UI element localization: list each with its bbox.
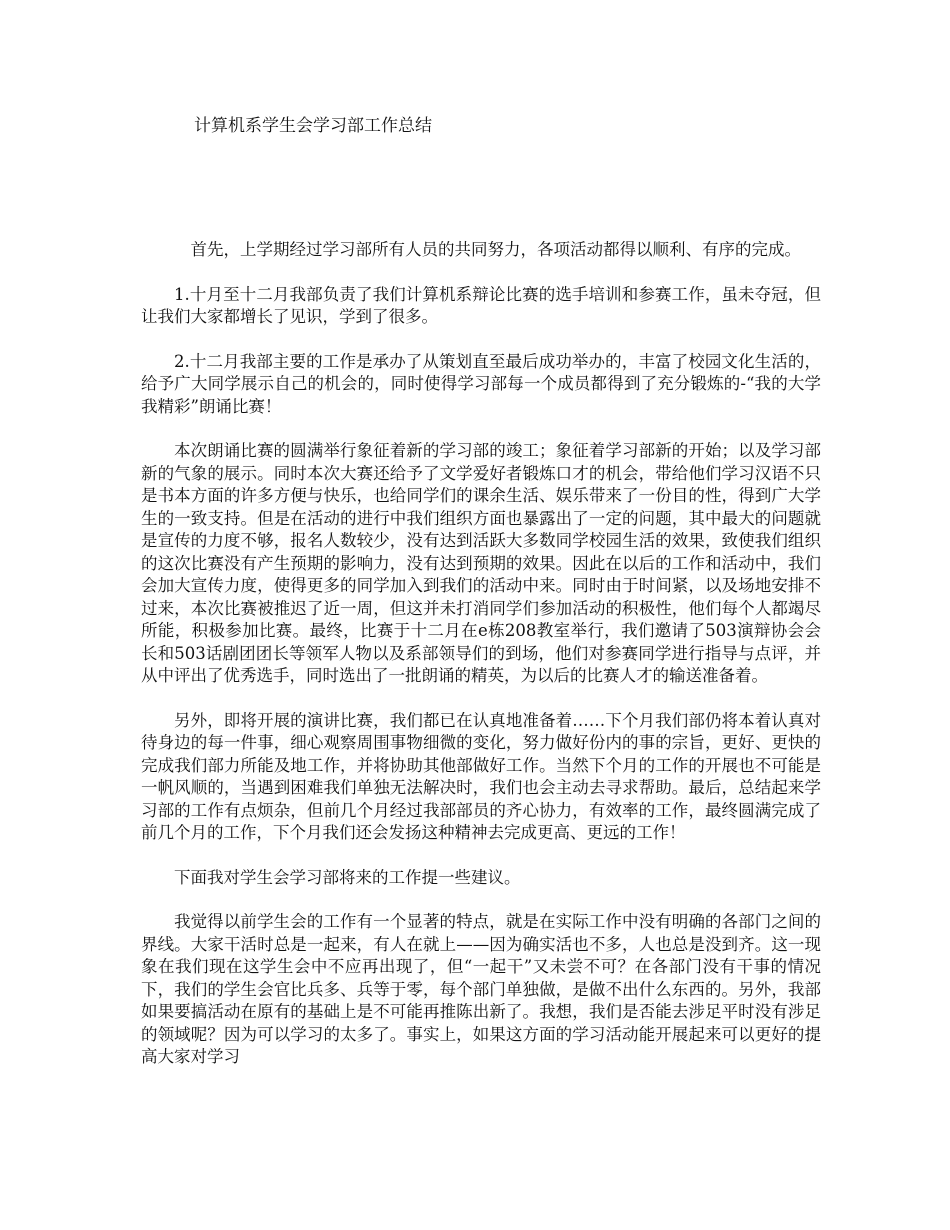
paragraph-recital-summary: 本次朗诵比赛的圆满举行象征着新的学习部的竣工；象征着学习部新的开始；以及学习部新的气象的展示。同时本次大赛还给予了文学爱好者锻炼口才的机会，带给他们学习汉语不只是书本方面的许多方便与快乐，也给同学们的课余生活、娱乐带来了一份目的性，得到广大学生的一致支持。但是在活动的进行中我们组织方面也暴露出了一定的问题，其中最大的问题就是宣传的力度不够，报名人数较少，没有达到活跃大多数同学校园生活的效果，致使我们组织的这次比赛没有产生预期的影响力，没有达到预期的效果。因此在以后的工作和活动中，我们会加大宣传力度，使得更多的同学加入到我们的活动中来。同时由于时间紧，以及场地安排不过来，本次比赛被推迟了近一周，但这并未打消同学们参加活动的积极性，他们每个人都竭尽所能，积极参加比赛。最终，比赛于十二月在e栋208教室举行，我们邀请了503演辩协会会长和503话剧团团长等领军人物以及系部领导们的到场，他们对参赛同学进行指导与点评，并从中评出了优秀选手，同时选出了一批朗诵的精英，为以后的比赛人才的输送准备着。: [141, 441, 821, 685]
document-body: [141, 239, 821, 1091]
paragraph-item-1: 1.十月至十二月我部负责了我们计算机系辩论比赛的选手培训和参赛工作，虽未夺冠，但让我们大家都增长了见识，学到了很多。: [141, 284, 821, 326]
document-title: 计算机系学生会学习部工作总结: [194, 116, 432, 136]
paragraph-suggestions: 我觉得以前学生会的工作有一个显著的特点，就是在实际工作中没有明确的各部门之间的界线。大家干活时总是一起来，有人在就上——因为确实活也不多，人也总是没到齐。这一现象在我们现在这学生会中不应再出现了，但“一起干”又未尝不可？在各部门没有干事的情况下，我们的学生会官比兵多、兵等于零，每个部门单独做，是做不出什么东西的。另外，我部如果要搞活动在原有的基础上是不可能再推陈出新了。我想，我们是否能去涉足平时没有涉足的领域呢？因为可以学习的太多了。事实上，如果这方面的学习活动能开展起来可以更好的提高大家对学习: [141, 912, 821, 1066]
paragraph-item-2: 2.十二月我部主要的工作是承办了从策划直至最后成功举办的，丰富了校园文化生活的，给予广大同学展示自己的机会的，同时使得学习部每一个成员都得到了充分锻炼的-“我的大学我精彩”朗诵比赛！: [141, 351, 821, 416]
paragraph-suggestion-intro: 下面我对学生会学习部将来的工作提一些建议。: [174, 867, 521, 887]
paragraph-future-plans: 另外，即将开展的演讲比赛，我们都已在认真地准备着……下个月我们部仍将本着认真对待身边的每一件事，细心观察周围事物细微的变化，努力做好份内的事的宗旨，更好、更快的完成我们部力所能及地工作，并将协助其他部做好工作。当然下个月的工作的开展也不可能是一帆风顺的，当遇到困难我们单独无法解决时，我们也会主动去寻求帮助。最后，总结起来学习部的工作有点烦杂，但前几个月经过我部部员的齐心协力，有效率的工作，最终圆满完成了前几个月的工作，下个月我们还会发扬这种精神去完成更高、更远的工作！: [141, 710, 821, 842]
paragraph-intro: 首先，上学期经过学习部所有人员的共同努力，各项活动都得以顺利、有序的完成。: [190, 240, 801, 259]
